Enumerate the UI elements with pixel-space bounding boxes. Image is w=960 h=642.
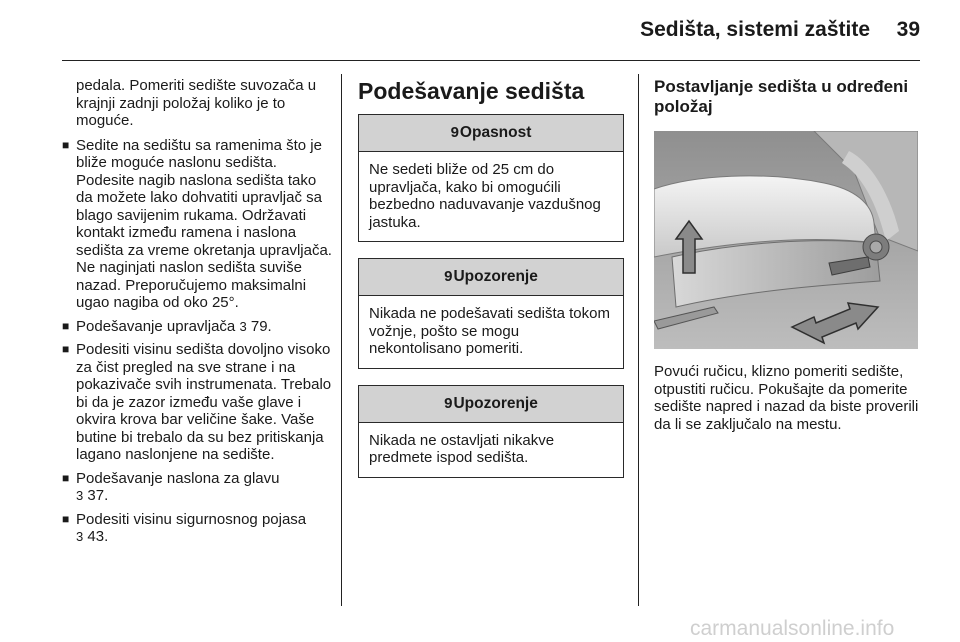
column-left — [62, 77, 332, 552]
intro-paragraph: pedala. Pomeriti sedište suvozača u krajnji zadnji položaj koliko je to moguće. — [76, 77, 317, 129]
column-divider-1 — [341, 74, 342, 606]
list-item-text: Podesiti visinu sedišta dovoljno visoko za čist pregled na sve strane i na pokazivače svih instrumenata. Trebalo bi da je zazor između vaše glave i okvira krova bar veličine šake. Vaše butine bi trebalo da su bez pritiskanja lagano naslonjene na sedište. — [76, 341, 332, 463]
danger-box — [358, 114, 624, 242]
bullet-icon: ■ — [62, 137, 70, 152]
column-right — [654, 77, 920, 433]
bullet-icon: ■ — [62, 342, 70, 356]
bullet-list — [62, 137, 332, 546]
warning-heading: Upozorenje — [453, 268, 538, 285]
warning-box-header — [359, 259, 623, 296]
warning-triangle-icon: 9 — [450, 124, 459, 141]
illustration-caption: Povući ručicu, klizno pomeriti sedište, otpustiti ručicu. Pokušajte da pomerite sedište napred i nazad da biste proverili da li se zaključalo na mestu. — [654, 363, 919, 433]
page-reference-link[interactable]: 79. — [250, 317, 272, 335]
page-header-title: Sedišta, sistemi zaštite — [640, 18, 870, 41]
bullet-icon: ■ — [62, 511, 70, 526]
list-item — [62, 137, 332, 312]
warning-box-header — [359, 386, 623, 423]
danger-box-header — [359, 115, 623, 152]
page-number: 39 — [896, 18, 920, 41]
page-reference-link[interactable]: 37. — [87, 487, 109, 504]
warning-box-text: Nikada ne ostavljati nikakve predmete ispod sedišta. — [369, 431, 555, 466]
subsection-title: Postavljanje sedišta u određeni položaj — [654, 77, 909, 116]
seat-adjustment-illustration — [654, 131, 918, 349]
list-item-text: Podešavanje naslona za glavu — [76, 469, 280, 487]
seat-illustration-icon — [654, 131, 918, 349]
warning-triangle-icon: 9 — [444, 394, 453, 412]
list-item-text: Sedite na sedištu sa ramenima što je bliže moguće naslonu sedišta. Podesite nagib naslona sedišta tako da možete lako dohvatiti upravljač sa blago savijenim rukama. Održavati kontakt između ramena i naslona sedišta za vreme okretanja upravljača. Ne naginjati naslon sedišta suviše nazad. Preporučujemo maksimalni ugao nagiba od oko 25°. — [76, 136, 332, 311]
list-item — [62, 318, 332, 336]
list-item — [62, 341, 332, 464]
section-title: Podešavanje sedišta — [358, 78, 585, 104]
warning-box — [358, 258, 624, 369]
bullet-icon: ■ — [62, 470, 70, 485]
warning-box-text: Nikada ne podešavati sedišta tokom vožnje, pošto se mogu nekontolisano pomeriti. — [369, 305, 610, 357]
header-divider — [62, 60, 920, 61]
list-item-text: Podesiti visinu sigurnosnog pojasa — [76, 510, 307, 528]
watermark: carmanualsonline.info — [690, 617, 895, 640]
warning-triangle-icon: 9 — [444, 268, 453, 285]
danger-heading: Opasnost — [459, 124, 532, 141]
page-reference-icon: 3 — [239, 318, 247, 334]
danger-box-text: Ne sedeti bliže od 25 cm do upravljača, kako bi omogućili bezbedno naduvavanje vazdušnog jastuka. — [369, 161, 601, 231]
warning-box — [358, 385, 624, 478]
page-reference-link[interactable]: 43. — [87, 528, 109, 545]
column-divider-2 — [638, 74, 639, 606]
warning-heading: Upozorenje — [453, 394, 538, 412]
list-item — [62, 470, 332, 505]
page-reference-icon: 3 — [76, 488, 84, 503]
bullet-icon: ■ — [62, 318, 70, 333]
list-item — [62, 511, 332, 546]
list-item-text: Podešavanje upravljača — [76, 317, 236, 335]
page-reference-icon: 3 — [76, 529, 84, 544]
column-middle — [358, 77, 624, 494]
